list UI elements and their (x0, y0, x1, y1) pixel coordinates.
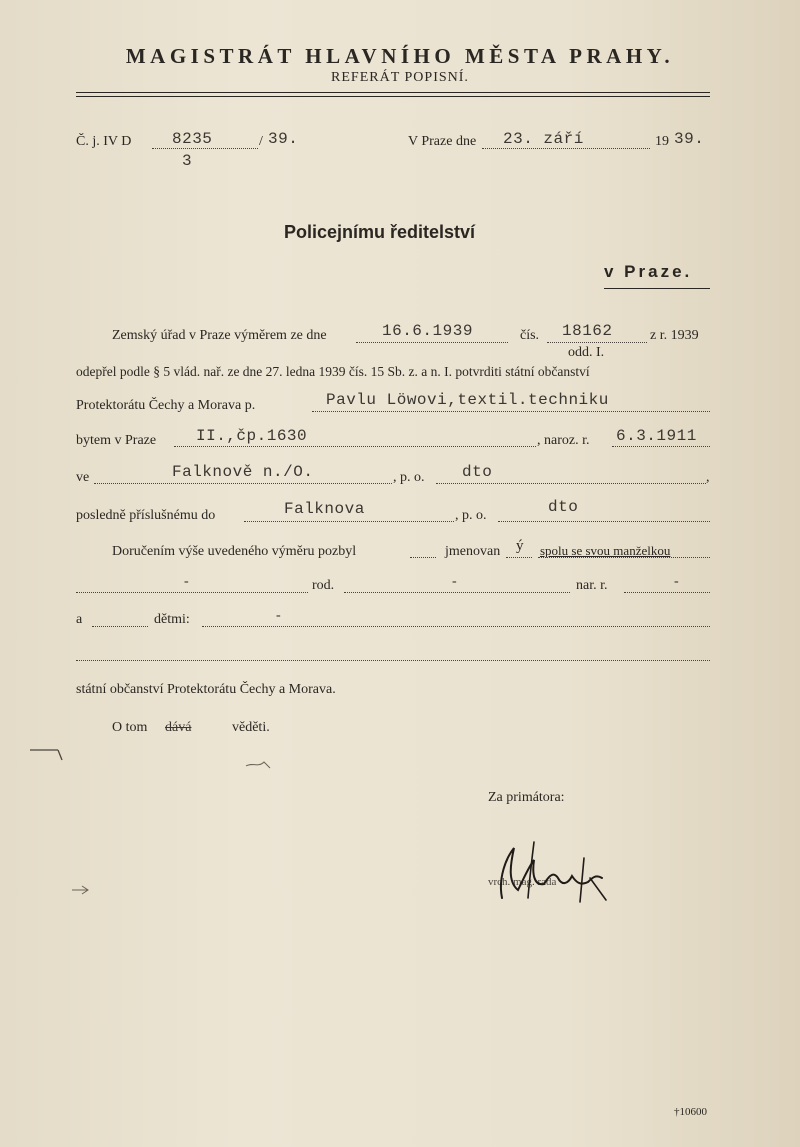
last-po-label: , p. o. (455, 508, 487, 523)
children-label: dětmi: (154, 612, 190, 627)
a-label: a (76, 612, 83, 627)
reference-year: 39. (268, 130, 299, 148)
birthplace: Falknově n./O. (172, 463, 314, 481)
decision-number-dots (547, 342, 647, 343)
posledne-label: posledně příslušnému do (76, 508, 216, 523)
recipient-city-underline (604, 288, 710, 289)
rod-dash: - (452, 574, 457, 589)
reference-number-dots (152, 148, 258, 149)
signature-scribble (484, 838, 614, 908)
margin-mark-left (28, 742, 68, 768)
nar-dash: - (674, 574, 679, 589)
blank-line (76, 660, 710, 661)
children-dots (202, 626, 710, 627)
dateline-date-dots (482, 148, 650, 149)
dept-text: odd. I. (568, 345, 605, 360)
a-dots (92, 626, 148, 627)
recipient-city: v Praze. (604, 262, 693, 281)
line5-comma: , (706, 470, 710, 485)
person-name: Pavlu Löwovi,textil.techniku (326, 391, 609, 409)
last-district-dots (498, 521, 710, 522)
spouse-text: spolu se svou manželkou (540, 543, 671, 558)
naroz-label: , naroz. r. (537, 433, 590, 448)
dateline-day-month: 23. září (503, 130, 584, 148)
jmenovan-label: jmenovan (445, 544, 501, 559)
line1-prefix: Zemský úřad v Praze výměrem ze dne (112, 328, 327, 343)
last-domicile: Falknova (284, 500, 365, 518)
dateline-year-prefix: 19 (655, 134, 669, 149)
margin-mark-middle (244, 756, 274, 772)
closing-fill: dává (165, 720, 192, 735)
nar-label: nar. r. (576, 578, 608, 593)
header-rule-top (76, 92, 710, 93)
dateline-year-suffix: 39. (674, 130, 705, 148)
signature-title: vrch. mag. rada (488, 876, 557, 888)
rod-label: rod. (312, 578, 335, 593)
margin-mark-lower (70, 884, 92, 896)
doruc-prefix: Doručením výše uvedeného výměru pozbyl (112, 544, 357, 559)
reference-label: Č. j. IV D (76, 134, 132, 149)
birth-po-label: , p. o. (393, 470, 425, 485)
year-text: z r. 1939 (650, 328, 699, 343)
line3-prefix: Protektorátu Čechy a Morava p. (76, 398, 256, 413)
birth-district: dto (462, 463, 493, 481)
closing-line1: státní občanství Protektorátu Čechy a Morava. (76, 682, 336, 697)
dateline-label: V Praze dne (408, 134, 477, 149)
line2-text: odepřel podle § 5 vlád. nař. ze dne 27. ledna 1939 čís. 15 Sb. z. a n. I. potvrditi státní občanství (76, 364, 590, 379)
cis-label: čís. (520, 328, 540, 343)
reference-separator: / (259, 134, 263, 149)
doruc-dots (410, 557, 436, 558)
decision-date-dots (356, 342, 508, 343)
address-dots (174, 446, 536, 447)
signature-label: Za primátora: (488, 790, 565, 805)
recipient-name: Policejnímu ředitelství (284, 222, 476, 242)
address: II.,čp.1630 (196, 427, 308, 445)
person-dots (312, 411, 710, 412)
last-domicile-dots (244, 521, 454, 522)
last-district: dto (548, 498, 579, 516)
birthplace-dots (94, 483, 392, 484)
authority-heading: MAGISTRÁT HLAVNÍHO MĚSTA PRAHY. (125, 44, 675, 68)
decision-date: 16.6.1939 (382, 322, 473, 340)
spouse-name-dots (76, 592, 308, 593)
jmenovan-dots (506, 557, 532, 558)
birth-district-dots (436, 483, 706, 484)
birth-date: 6.3.1911 (616, 427, 697, 445)
children-value: - (276, 608, 281, 623)
department-subheading: REFERÁT POPISNÍ. (331, 70, 469, 85)
rod-dots (344, 592, 570, 593)
spouse-name-dash: - (184, 574, 189, 589)
closing-suffix: věděti. (232, 720, 270, 735)
reference-number: 8235 (172, 130, 213, 148)
jmenovan-suffix: ý (516, 538, 524, 554)
closing-prefix: O tom (112, 720, 148, 735)
reference-sub-number: 3 (182, 152, 193, 170)
form-number: †10600 (674, 1106, 707, 1118)
header-rule-bottom (76, 96, 710, 97)
decision-number: 18162 (562, 322, 613, 340)
nar-dots (624, 592, 710, 593)
bytem-label: bytem v Praze (76, 433, 157, 448)
ve-label: ve (76, 470, 90, 485)
birth-date-dots (612, 446, 710, 447)
